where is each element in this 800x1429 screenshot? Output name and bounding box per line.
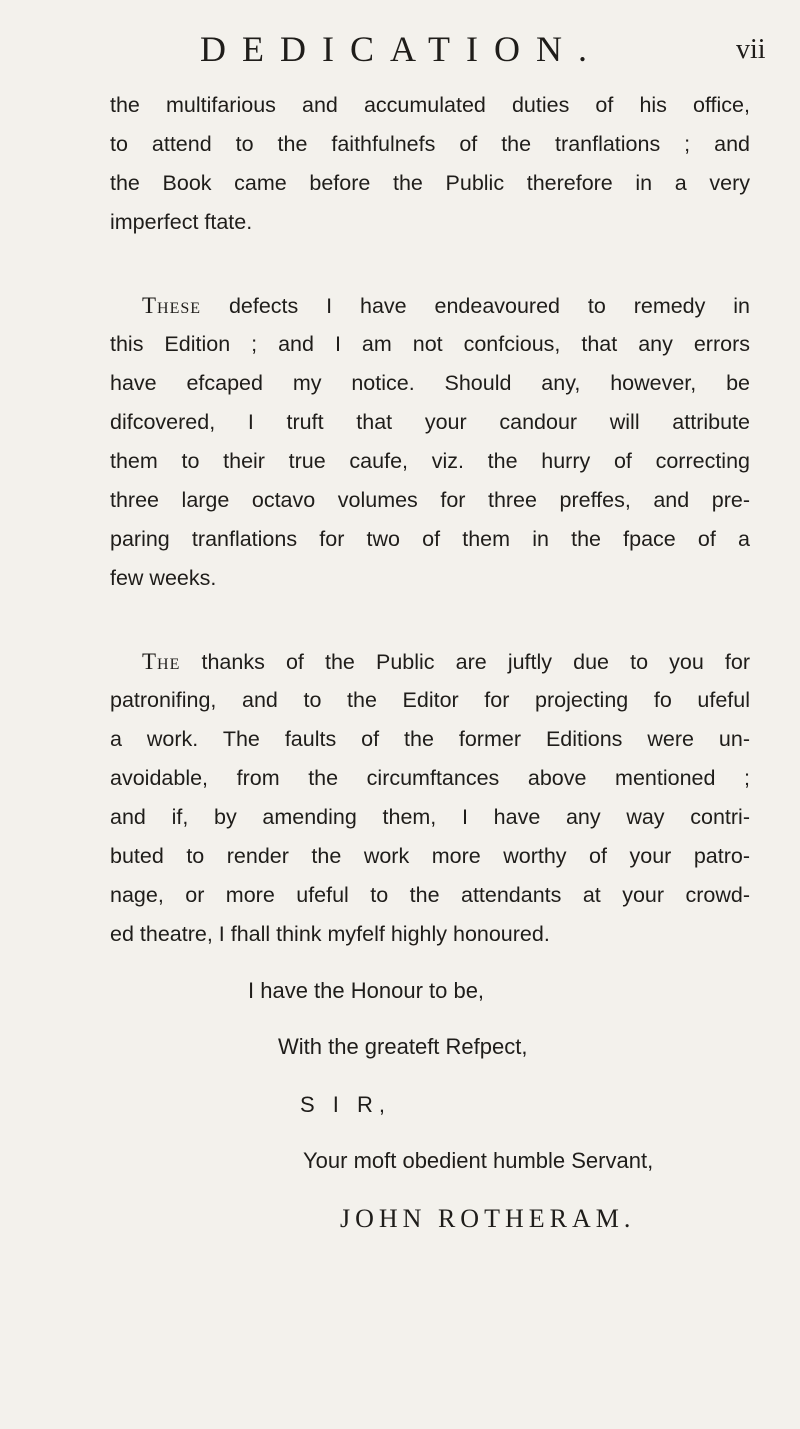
text-line: ed theatre, I fhall think myfelf highly honoured.	[110, 922, 550, 946]
text-line: have efcaped my notice. Should any, however, be	[110, 371, 750, 395]
running-title: DEDICATION.	[200, 29, 603, 69]
text-line: to attend to the faithfulnefs of the tranflations ; and	[110, 132, 750, 156]
body-text	[110, 86, 750, 954]
text-line-first	[110, 286, 750, 325]
text-line: the Book came before the Public therefore in a very	[110, 171, 750, 195]
text-line: and if, by amending them, I have any way contri-	[110, 805, 750, 829]
text-line-remainder: defects I have endeavoured to remedy in	[201, 294, 750, 318]
text-line: buted to render the work more worthy of your patro-	[110, 844, 750, 868]
text-line: patronifing, and to the Editor for projecting fo ufeful	[110, 688, 750, 712]
text-line: them to their true caufe, viz. the hurry of correcting	[110, 449, 750, 473]
text-line-first	[110, 642, 750, 681]
text-line-remainder: thanks of the Public are juftly due to you for	[180, 650, 750, 674]
running-head	[0, 22, 800, 72]
text-line: avoidable, from the circumftances above mentioned ;	[110, 766, 750, 790]
paragraph-1	[110, 86, 750, 242]
closing-respect: With the greateft Refpect,	[278, 1034, 528, 1059]
text-line: a work. The faults of the former Editions were un-	[110, 727, 750, 751]
page-number: vii	[736, 34, 766, 65]
paragraph-3	[110, 642, 750, 954]
closing-honour: I have the Honour to be,	[248, 978, 485, 1003]
text-line: nage, or more ufeful to the attendants at your crowd-	[110, 883, 750, 907]
text-line: paring tranflations for two of them in the fpace of a	[110, 527, 750, 551]
text-line: imperfect ftate.	[110, 210, 253, 234]
closing-servant: Your moft obedient humble Servant,	[303, 1148, 654, 1173]
paragraph-lead-word: These	[142, 293, 202, 318]
text-line: the multifarious and accumulated duties of his office,	[110, 93, 750, 117]
text-line: three large octavo volumes for three preffes, and pre-	[110, 488, 750, 512]
text-line: difcovered, I truft that your candour will attribute	[110, 410, 750, 434]
text-line: few weeks.	[110, 566, 217, 590]
text-line: this Edition ; and I am not confcious, that any errors	[110, 332, 750, 356]
closing-salutation: S I R,	[300, 1092, 392, 1117]
paragraph-lead-word: The	[142, 649, 181, 674]
paragraph-2	[110, 286, 750, 598]
signature: JOHN ROTHERAM.	[340, 1204, 636, 1233]
